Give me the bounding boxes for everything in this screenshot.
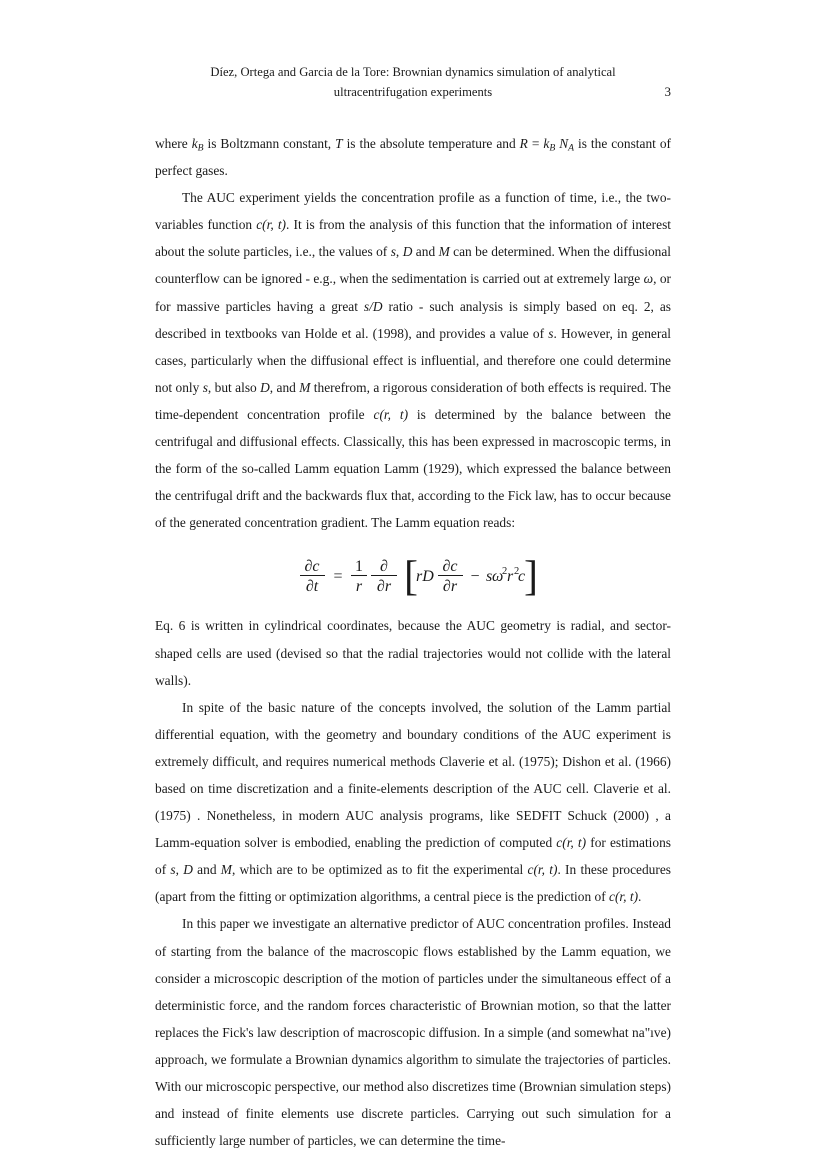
paragraph-cylindrical-coordinates: Eq. 6 is written in cylindrical coordinates, because the AUC geometry is radial, and sector-shaped cells are used (devised so that the radial trajectories would not collide with the lateral walls). xyxy=(155,618,671,688)
text-fragment: In spite of the basic nature of the concepts involved, the solution of the Lamm partial differential equation, with the geometry and boundary conditions of the AUC experiment is extremely difficult, and requires numerical methods Claverie et al. (1975); Dishon et al. (1966) based on time discretization and a finite-elements description of the AUC cell. Claverie et al. (1975) . Nonetheless, in modern AUC analysis programs, like SEDFIT Schuck (2000) , a Lamm-equation solver is embodied, enabling the prediction of computed xyxy=(155,699,671,851)
text-fragment: and xyxy=(412,244,439,260)
symbol-crt-1: c(r, t) xyxy=(256,217,287,233)
text-fragment: , but also xyxy=(207,379,261,395)
symbol-s-2: s xyxy=(548,325,554,341)
symbol-crt-4: c(r, t) xyxy=(527,862,558,878)
text-fragment: is determined by the balance between the centrifugal and diffusional effects. Classically, this has been expressed in macroscopic terms, in the form of the so-called Lamm equation Lamm (1929), which expressed the balance between the centrifugal drift and the backwards flux that, according to the Fick law, has to occur because of the generated concentration gradient. The Lamm equation reads: xyxy=(155,406,671,531)
paragraph-auc-experiment xyxy=(155,184,671,536)
text-fragment: ratio - such analysis is simply based on eq. 2, as described in textbooks van Holde et al. (1998), and provides a value of xyxy=(155,298,671,341)
page-content xyxy=(155,0,671,1154)
paragraph-numerical-methods xyxy=(155,694,671,911)
text-fragment: can be determined. When the diffusional counterflow can be ignored - e.g., when the sedimentation is carried out at extremely large xyxy=(155,244,671,287)
eq-r-exponent: 2 xyxy=(514,566,520,578)
symbol-M-2: M xyxy=(299,379,311,395)
running-header xyxy=(155,62,671,102)
eq-partial-denominator: ∂r xyxy=(376,578,392,596)
symbol-crt-2: c(r, t) xyxy=(373,406,409,422)
symbol-s-4: s xyxy=(170,862,176,878)
text-fragment: = xyxy=(527,136,544,151)
symbol-D-3: D xyxy=(183,862,193,878)
text-fragment: . xyxy=(638,889,642,905)
symbol-T: T xyxy=(335,136,343,151)
text-fragment: , xyxy=(395,244,403,260)
symbol-crt-5: c(r, t) xyxy=(609,889,639,905)
symbol-N-subscript: A xyxy=(568,142,575,154)
text-fragment: and xyxy=(192,862,221,878)
eq-partial-numerator: ∂ xyxy=(380,558,388,576)
body-text xyxy=(155,130,671,1154)
symbol-N: N xyxy=(559,136,569,151)
eq-lhs-numerator: ∂c xyxy=(304,558,320,576)
text-fragment: The AUC experiment yields the concentration profile as a function of time, i.e., the two-variables function xyxy=(155,190,671,233)
running-header-line-1: Díez, Ortega and Garcia de la Tore: Brownian dynamics simulation of analytical xyxy=(210,65,616,79)
symbol-s-over-D: s/D xyxy=(363,298,383,314)
eq-dcdr-denominator: ∂r xyxy=(442,578,458,596)
symbol-k2-subscript: B xyxy=(549,142,556,154)
symbol-k-subscript: B xyxy=(197,142,204,154)
text-fragment: is Boltzmann constant, xyxy=(203,136,336,151)
text-fragment: , xyxy=(175,862,184,878)
symbol-s-3: s xyxy=(202,379,208,395)
eq-term-r: r xyxy=(507,568,514,586)
text-fragment: is the absolute temperature and xyxy=(342,136,520,151)
text-fragment: therefrom, a rigorous consideration of both effects is required. The time-dependent concentration profile xyxy=(155,379,672,422)
eq-open-bracket: [ xyxy=(404,554,418,601)
text-fragment: . In these procedures (apart from the fitting or optimization algorithms, a central piece is the prediction of xyxy=(155,862,671,905)
page-number: 3 xyxy=(664,84,671,99)
symbol-D: D xyxy=(402,244,413,260)
eq-minus-sign: − xyxy=(470,568,480,586)
symbol-s: s xyxy=(390,244,396,260)
symbol-omega: ω xyxy=(643,271,654,287)
eq-lhs-denominator: ∂t xyxy=(305,578,319,596)
symbol-crt-3: c(r, t) xyxy=(556,835,587,851)
text-fragment: , or for massive particles having a great xyxy=(155,271,671,314)
lamm-equation xyxy=(155,552,671,601)
text-fragment: , which are to be optimized as to fit the experimental xyxy=(231,862,528,878)
eq-close-bracket: ] xyxy=(524,554,538,601)
symbol-k2: k xyxy=(543,136,550,151)
paragraph-boltzmann xyxy=(155,130,671,184)
eq-term-rD: rD xyxy=(416,568,434,586)
symbol-D-2: D xyxy=(260,379,270,395)
text-fragment: , and xyxy=(269,379,300,395)
eq-term-omega: ω xyxy=(492,568,504,586)
eq-r-denominator: r xyxy=(355,578,363,596)
eq-term-c: c xyxy=(518,568,526,586)
text-fragment: where xyxy=(155,136,192,151)
eq-omega-exponent: 2 xyxy=(502,566,508,578)
eq-term-s: s xyxy=(486,568,493,586)
symbol-k: k xyxy=(191,136,198,151)
symbol-M-3: M xyxy=(220,862,232,878)
text-fragment: is the constant of perfect gases. xyxy=(155,136,672,179)
text-fragment: for estimations of xyxy=(155,835,671,878)
symbol-R: R xyxy=(519,136,528,151)
text-fragment: . However, in general cases, particularly when the diffusional effect is influential, and therefore one could determine not only xyxy=(155,325,671,395)
eq-equals-sign: = xyxy=(333,568,343,586)
symbol-M: M xyxy=(438,244,450,260)
text-fragment: . It is from the analysis of this function that the information of interest about the solute particles, i.e., the values of xyxy=(155,217,672,260)
eq-one-numerator: 1 xyxy=(355,558,363,576)
running-header-line-2: ultracentrifugation experiments xyxy=(333,85,493,99)
lamm-equation-svg xyxy=(298,552,538,601)
paragraph-alternative-predictor: In this paper we investigate an alternative predictor of AUC concentration profiles. Instead of starting from the balance of the macroscopic flows established by the Lamm equation, we consider a microscopic description of the motion of particles under the simultaneous effect of a deterministic force, and the random forces characteristic of Brownian motion, so that the latter replaces the Fick's law description of macroscopic diffusion. In a simple (and somewhat na"ıve) approach, we formulate a Brownian dynamics algorithm to simulate the trajectories of particles. With our microscopic perspective, our method also discretizes time (Brownian simulation steps) and instead of finite elements use discrete particles. Carrying out such simulation for a sufficiently large number of particles, we can determine the time- xyxy=(155,916,671,1149)
eq-dcdr-numerator: ∂c xyxy=(442,558,458,576)
